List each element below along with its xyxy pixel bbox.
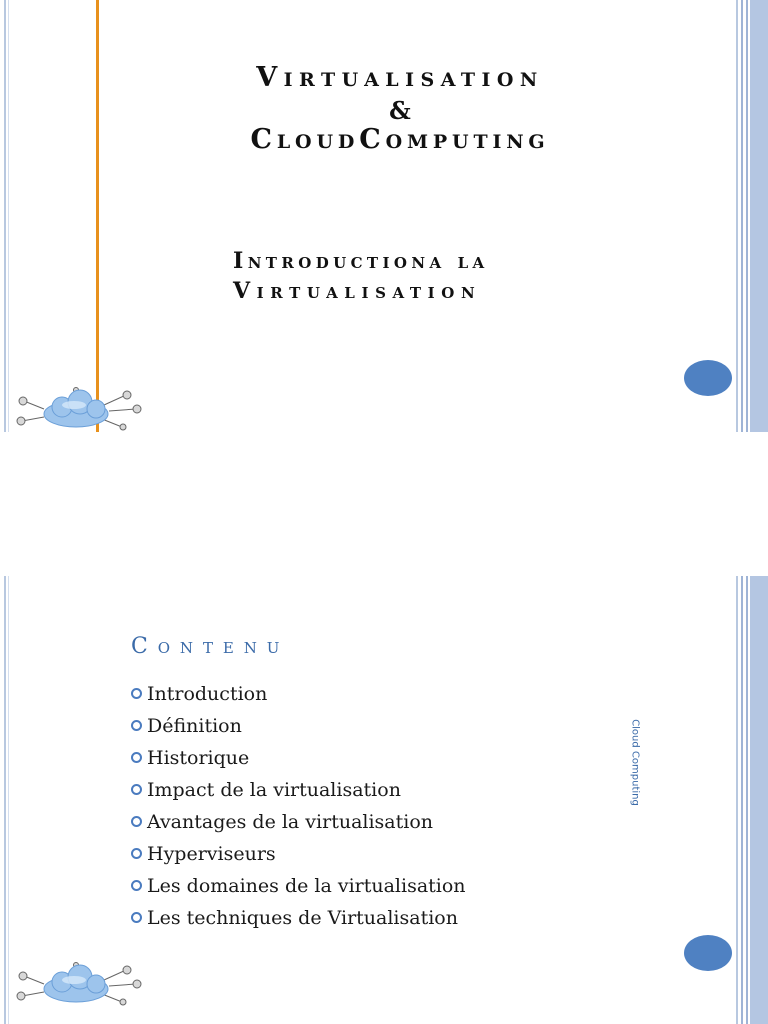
list-item [131,774,466,806]
list-item-label: Introduction [147,683,268,705]
list-item-label: Les domaines de la virtualisation [147,875,466,897]
list-item-label: Les techniques de Virtualisation [147,907,458,929]
title-line-2: CloudComputing [250,124,550,155]
left-border [0,576,12,1024]
list-item [131,838,466,870]
right-border [736,0,768,432]
list-item-label: Définition [147,715,242,737]
title-slide [0,0,768,432]
list-item [131,710,466,742]
bullet-circle-icon [131,880,142,891]
contents-heading: Contenu [131,634,290,659]
list-item-label: Avantages de la virtualisation [147,811,434,833]
bullet-circle-icon [131,720,142,731]
list-item [131,902,466,934]
list-item [131,678,466,710]
bullet-circle-icon [131,784,142,795]
cloud-network-icon [14,962,144,1007]
right-border [736,576,768,1024]
list-item-label: Historique [147,747,250,769]
bullet-circle-icon [131,816,142,827]
list-item [131,806,466,838]
vertical-footer-label: Cloud Computing [629,719,641,806]
decorative-blue-dot [684,360,732,396]
cloud-network-icon [14,387,144,432]
bullet-circle-icon [131,912,142,923]
list-item [131,870,466,902]
subtitle-line-2: Virtualisation [233,278,482,304]
orange-divider-line [96,0,99,432]
list-item [131,742,466,774]
bullet-circle-icon [131,752,142,763]
title-line-1: Virtualisation [256,62,544,93]
bullet-circle-icon [131,688,142,699]
subtitle-line-1: Introductiona la [233,248,489,274]
title-ampersand: & [389,96,411,125]
contents-slide [0,576,768,1024]
bullet-circle-icon [131,848,142,859]
list-item-label: Hyperviseurs [147,843,276,865]
decorative-blue-dot [684,935,732,971]
contents-list [131,678,466,934]
left-border [0,0,12,432]
list-item-label: Impact de la virtualisation [147,779,401,801]
